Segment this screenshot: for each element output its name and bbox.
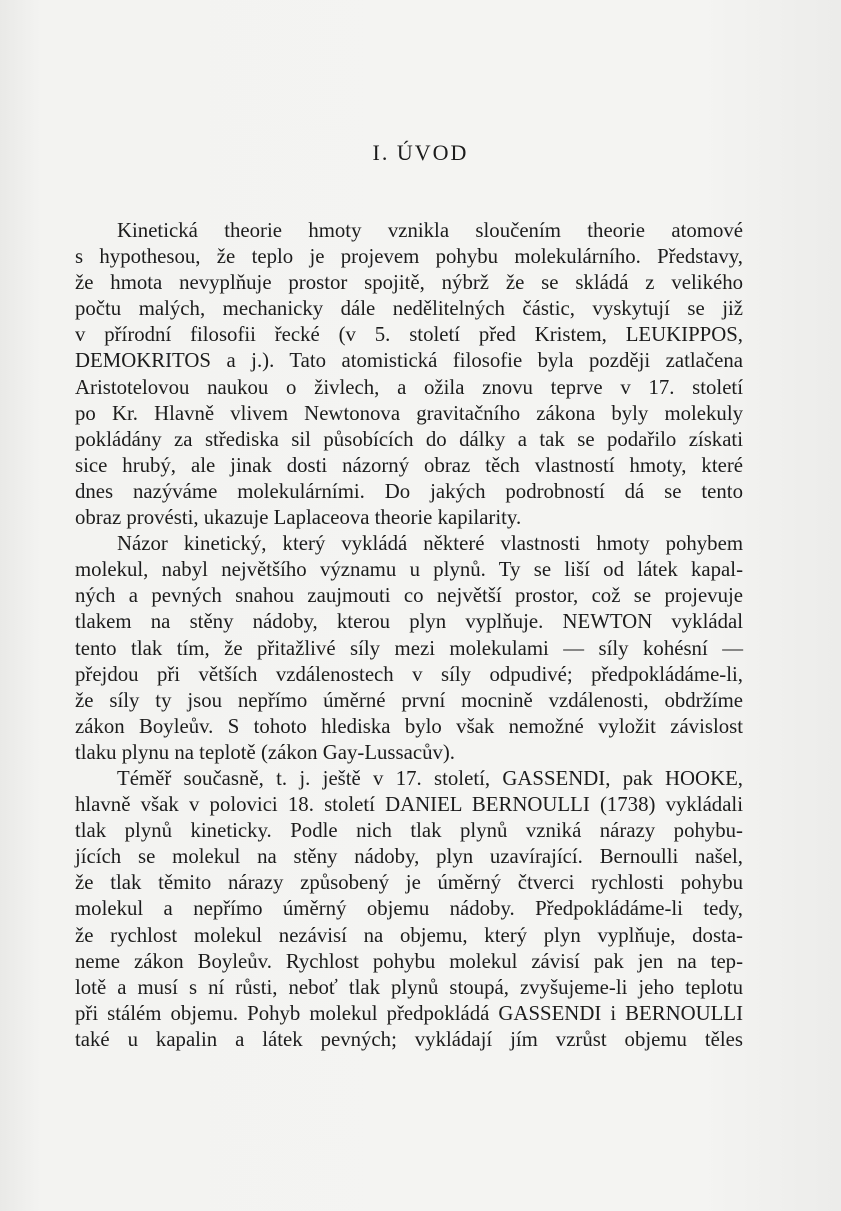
text-line: tlaku plynu na teplotě (zákon Gay-Lussacův). [75, 740, 456, 764]
text-line: také u kapalin a látek pevných; vykládají jím vzrůst objemu těles [75, 1027, 743, 1051]
text-line: molekul, nabyl největšího významu u plynů. Ty se liší od látek kapal- [75, 558, 743, 582]
text-line: v přírodní filosofii řecké (v 5. století před Kristem, LEUKIPPOS, [75, 323, 743, 347]
text-line: že rychlost molekul nezávisí na objemu, který plyn vyplňuje, dosta- [75, 923, 743, 947]
text-line: Kinetická theorie hmoty vznikla sloučením theorie atomové [117, 219, 743, 242]
paragraph-2 [75, 531, 743, 766]
chapter-body [75, 218, 743, 1053]
chapter-heading: I. ÚVOD [372, 140, 469, 165]
text-line: sice hrubý, ale jinak dosti názorný obraz těch vlastností hmoty, které [75, 453, 743, 477]
text-line: ných a pevných snahou zaujmouti co největší prostor, což se projevuje [75, 584, 743, 608]
text-line: jících se molekul na stěny nádoby, plyn uzavírající. Bernoulli našel, [75, 845, 743, 869]
text-line: že síly ty jsou nepřímo úměrné první mocnině vzdálenosti, obdržíme [75, 688, 743, 712]
text-line: zákon Boyleův. S tohoto hlediska bylo však nemožné vyložit závislost [75, 714, 743, 738]
text-line: dnes nazýváme molekulárními. Do jakých podrobností dá se tento [75, 479, 743, 503]
text-line: Téměř současně, t. j. ještě v 17. století, GASSENDI, pak HOOKE, [117, 766, 743, 790]
text-line: obraz provésti, ukazuje Laplaceova theorie kapilarity. [75, 506, 522, 530]
text-line: hlavně však v polovici 18. století DANIEL BERNOULLI (1738) vykládali [75, 793, 743, 817]
text-line: tlak plynů kineticky. Podle nich tlak plynů vzniká nárazy pohybu- [75, 819, 743, 843]
text-line: Názor kinetický, který vykládá některé vlastnosti hmoty pohybem [117, 532, 743, 556]
text-line: lotě a musí s ní růsti, neboť tlak plynů stoupá, zvyšujeme-li jeho teplotu [75, 975, 743, 999]
text-line: přejdou při větších vzdálenostech v síly odpudivé; předpokládáme-li, [75, 662, 743, 686]
paragraph-3 [75, 766, 743, 1053]
text-line: Aristotelovou naukou o živlech, a ožila znovu teprve v 17. století [75, 375, 743, 399]
text-line: molekul a nepřímo úměrný objemu nádoby. Předpokládáme-li tedy, [75, 897, 743, 921]
text-line: pokládány za střediska sil působících do dálky a tak se podařilo získati [75, 427, 743, 451]
paragraph-1 [75, 218, 743, 531]
text-line: neme zákon Boyleův. Rychlost pohybu molekul závisí pak jen na tep- [75, 949, 743, 973]
text-line: tlakem na stěny nádoby, kterou plyn vyplňuje. NEWTON vykládal [75, 610, 743, 634]
text-line: počtu malých, mechanicky dále nedělitelných částic, vyskytují se již [75, 297, 743, 321]
text-line: při stálém objemu. Pohyb molekul předpokládá GASSENDI i BERNOULLI [75, 1001, 743, 1025]
text-line: s hypothesou, že teplo je projevem pohybu molekulárního. Představy, [75, 245, 743, 269]
text-line: DEMOKRITOS a j.). Tato atomistická filosofie byla později zatlačena [75, 349, 743, 373]
text-line: po Kr. Hlavně vlivem Newtonova gravitačního zákona byly molekuly [75, 401, 743, 425]
text-line: že hmota nevyplňuje prostor spojitě, nýbrž že se skládá z velikého [75, 271, 743, 295]
text-line: že tlak těmito nárazy způsobený je úměrný čtverci rychlosti pohybu [75, 871, 743, 895]
text-line: tento tlak tím, že přitažlivé síly mezi molekulami — síly kohésní — [75, 636, 743, 660]
